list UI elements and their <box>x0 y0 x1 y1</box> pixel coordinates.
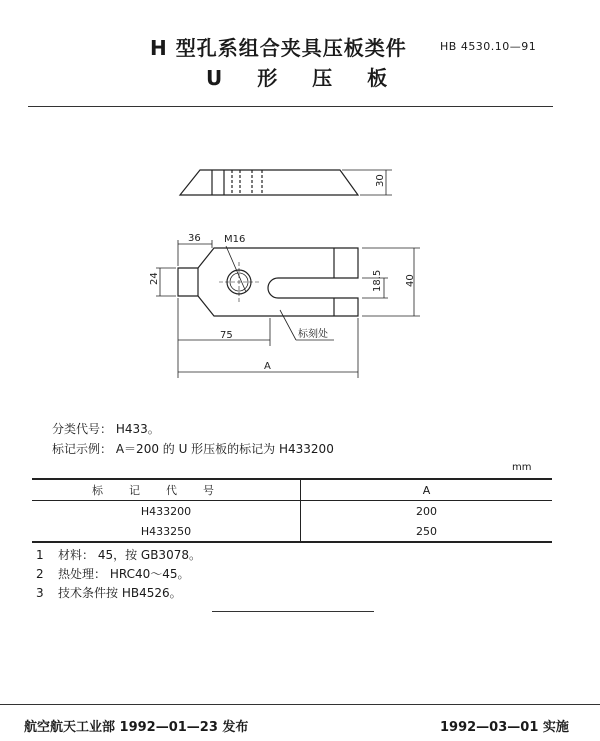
cell-code: H433200 <box>32 501 301 522</box>
note-number: 1 <box>36 548 44 562</box>
note-text: 技术条件按 HB4526。 <box>58 586 182 600</box>
table-row <box>32 521 552 542</box>
classification-value: H433。 <box>115 422 160 436</box>
note-item <box>36 546 201 565</box>
marking-example-value: A＝200 的 U 形压板的标记为 H433200 <box>115 442 334 456</box>
note-number: 3 <box>36 586 44 600</box>
column-header-code: 标记代号 <box>32 479 301 501</box>
end-separator <box>212 611 374 612</box>
note-number: 2 <box>36 567 44 581</box>
dim-18-5-label: 18.5 <box>372 269 383 292</box>
note-text: 热处理： HRC40～45。 <box>58 567 190 581</box>
classification-label: 分类代号： <box>52 422 113 436</box>
dim-36-label: 36 <box>188 233 201 244</box>
classification-line <box>52 420 160 437</box>
spec-table <box>32 478 552 543</box>
dim-40-label: 40 <box>405 274 416 287</box>
document-subtitle: U 形 压 板 <box>206 66 402 90</box>
dim-24-label: 24 <box>149 272 160 285</box>
plan-view <box>156 240 420 378</box>
standard-number: HB 4530.10—91 <box>440 40 537 53</box>
dim-a-label: A <box>264 361 271 372</box>
publish-info: 航空航天工业部 1992—01—23 发布 <box>24 720 249 735</box>
marking-example-label: 标记示例： <box>52 442 113 456</box>
implement-date: 1992—03—01 实施 <box>440 720 569 735</box>
column-header-a: A <box>422 483 431 497</box>
note-item <box>36 565 201 584</box>
dim-75-label: 75 <box>220 330 233 341</box>
document-title: H 型孔系组合夹具压板类件 <box>150 36 407 60</box>
side-view <box>180 170 392 195</box>
cell-a: 250 <box>416 524 437 538</box>
dim-m16-label: M16 <box>224 234 246 245</box>
note-text: 材料： 45，按 GB3078。 <box>58 548 201 562</box>
note-item <box>36 584 201 603</box>
table-header-row <box>32 479 552 501</box>
table-row <box>32 501 552 522</box>
dim-30-label: 30 <box>375 174 386 187</box>
footer-rule <box>0 704 600 705</box>
marking-example-line <box>52 440 334 457</box>
marking-position-label: 标刻处 <box>298 329 328 340</box>
cell-a: 200 <box>416 504 437 518</box>
unit-label: mm <box>512 462 532 473</box>
notes-list <box>36 546 201 603</box>
cell-code: H433250 <box>32 521 301 542</box>
